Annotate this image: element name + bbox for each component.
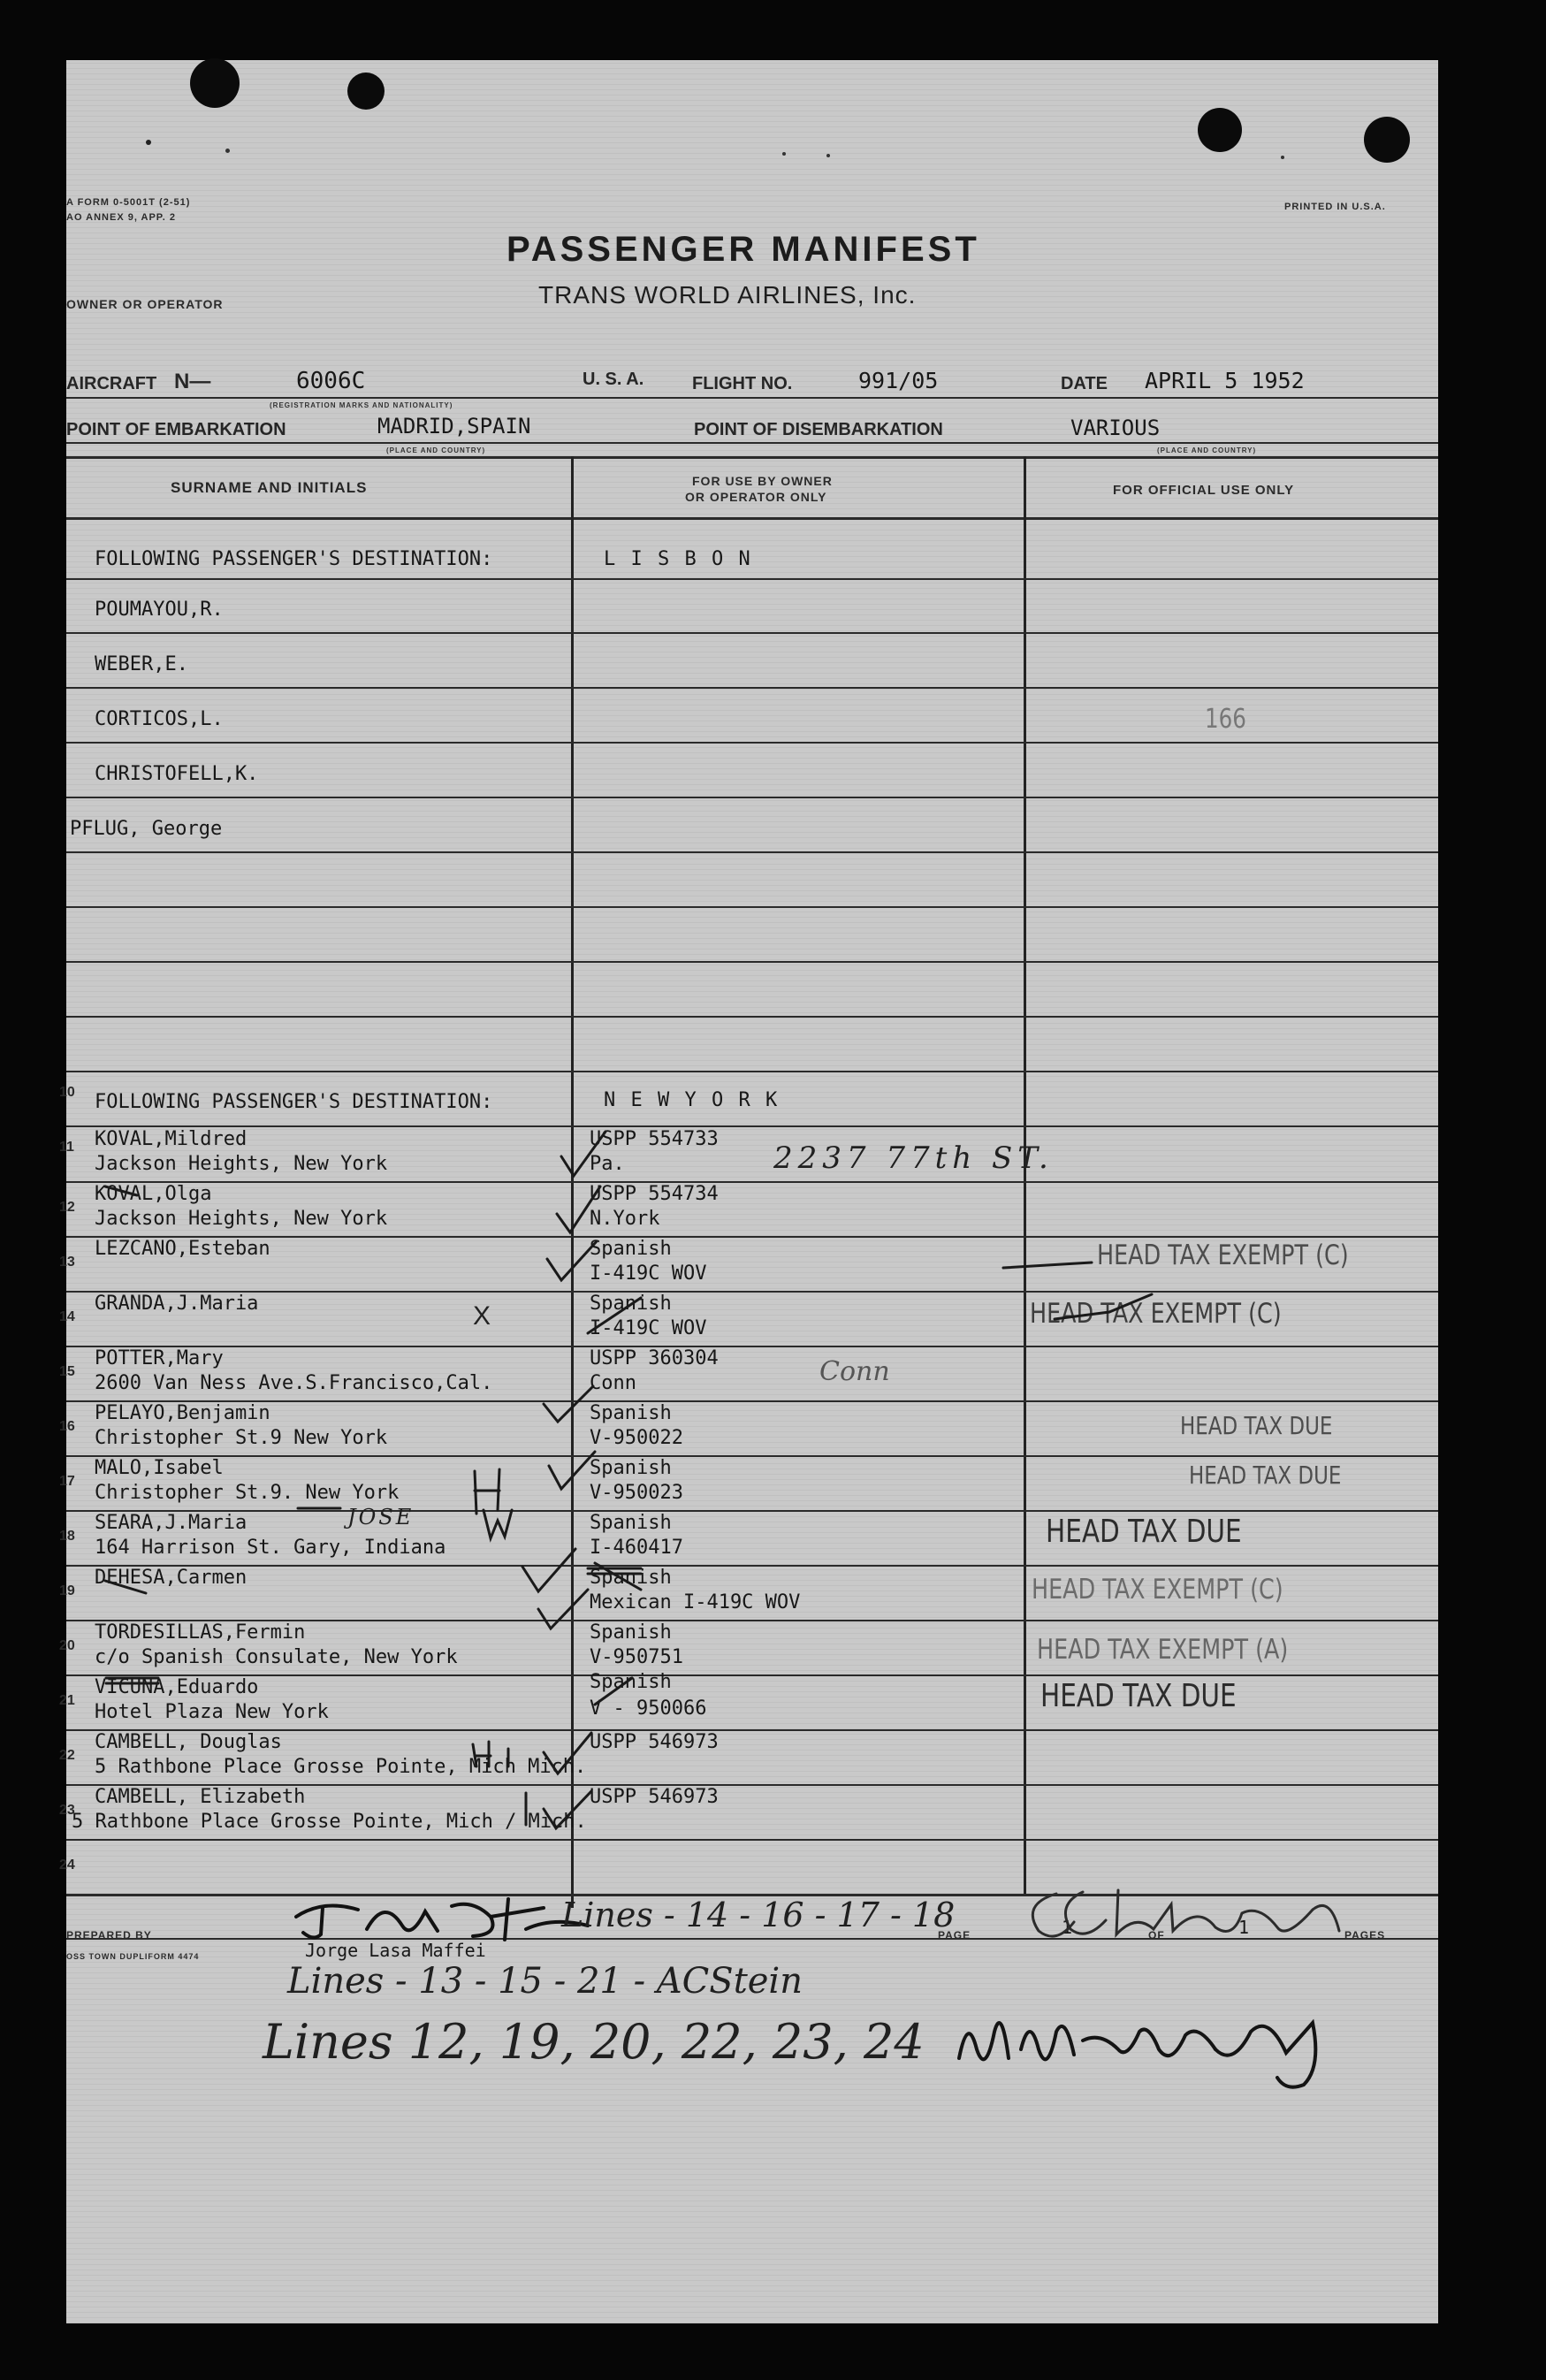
passenger-address: 164 Harrison St. Gary, Indiana	[95, 1537, 446, 1559]
passenger-name: KOVAL,Olga	[95, 1183, 212, 1205]
head-tax-stamp: HEAD TAX EXEMPT (C)	[1030, 1298, 1282, 1330]
document-issuer: V-950751	[590, 1646, 683, 1668]
col-header-official: FOR OFFICIAL USE ONLY	[1113, 483, 1295, 498]
head-tax-stamp: HEAD TAX DUE	[1040, 1678, 1237, 1714]
official-signature	[1021, 1878, 1357, 1949]
document-number: USPP 554733	[590, 1128, 719, 1150]
prepared-by-label: PREPARED BY	[66, 1929, 152, 1941]
flight-number: 991/05	[858, 368, 939, 393]
passenger-address: 5 Rathbone Place Grosse Pointe, Mich / Mich.	[72, 1811, 587, 1833]
document-number: USPP 546973	[590, 1731, 719, 1753]
passenger-name: CAMBELL, Douglas	[95, 1731, 282, 1753]
flight-date: APRIL 5 1952	[1145, 368, 1305, 393]
document-number: USPP 554734	[590, 1183, 719, 1205]
document-issuer: Mexican I-419C WOV	[590, 1591, 801, 1613]
row-number: 22	[59, 1748, 75, 1763]
embarkation-label: POINT OF EMBARKATION	[66, 420, 286, 439]
passenger-name: TORDESILLAS,Fermin	[95, 1621, 306, 1644]
passenger-name: CAMBELL, Elizabeth	[95, 1786, 306, 1808]
passenger-address: Christopher St.9 New York	[95, 1427, 388, 1449]
passenger-address: Hotel Plaza New York	[95, 1701, 329, 1723]
aircraft-prefix: N—	[174, 370, 211, 393]
handwritten-note: Conn	[819, 1356, 890, 1387]
document-number: Spanish	[590, 1293, 672, 1315]
document-number: Spanish	[590, 1567, 672, 1589]
row-number: 21	[59, 1693, 75, 1708]
document-issuer: I-419C WOV	[590, 1262, 707, 1285]
reviewer-signature	[950, 1996, 1357, 2094]
passenger-name: WEBER,E.	[95, 653, 188, 675]
passenger-address: Jackson Heights, New York	[95, 1208, 388, 1230]
preparer-name: Jorge Lasa Maffei	[305, 1940, 486, 1961]
head-tax-stamp: HEAD TAX EXEMPT (A)	[1037, 1634, 1289, 1666]
passenger-name: KOVAL,Mildred	[95, 1128, 248, 1150]
passenger-name: MALO,Isabel	[95, 1457, 224, 1479]
passenger-name: CHRISTOFELL,K.	[95, 763, 259, 785]
passenger-name: PELAYO,Benjamin	[95, 1402, 270, 1424]
row-number: 18	[59, 1529, 75, 1544]
preparer-signature	[287, 1890, 605, 1943]
official-note: 166	[1205, 704, 1246, 735]
document-title: PASSENGER MANIFEST	[506, 230, 980, 269]
document-number: Spanish	[590, 1238, 672, 1260]
form-source: OSS TOWN DUPLIFORM 4474	[66, 1952, 200, 1961]
document-issuer: Conn	[590, 1372, 636, 1394]
passenger-name: PFLUG, George	[70, 818, 223, 840]
document-number: USPP 546973	[590, 1786, 719, 1808]
row-number: 17	[59, 1474, 75, 1489]
row-number: 20	[59, 1638, 75, 1653]
page-label: PAGE	[938, 1929, 971, 1941]
document-number: Spanish	[590, 1512, 672, 1534]
handwritten-lines-inline: Lines - 14 - 16 - 17 - 18	[561, 1896, 956, 1934]
annex-ref: AO ANNEX 9, APP. 2	[66, 212, 176, 223]
destination-value: L I S B O N	[604, 548, 752, 570]
row-number: 23	[59, 1803, 75, 1818]
row-number: 12	[59, 1200, 75, 1215]
form-id: A FORM 0-5001T (2-51)	[66, 197, 191, 208]
registration-caption: (REGISTRATION MARKS AND NATIONALITY)	[270, 401, 453, 409]
document-number: Spanish	[590, 1402, 672, 1424]
passenger-address: 5 Rathbone Place Grosse Pointe, Mich Mich.	[95, 1756, 587, 1778]
head-tax-stamp: HEAD TAX DUE	[1046, 1514, 1242, 1550]
carrier-name: TRANS WORLD AIRLINES, Inc.	[538, 281, 917, 309]
row-number: 10	[59, 1085, 75, 1100]
row-number: 11	[59, 1140, 74, 1155]
col-header-surname: SURNAME AND INITIALS	[171, 479, 368, 496]
row-number: 24	[59, 1857, 75, 1873]
row-number: 14	[59, 1309, 75, 1324]
flight-label: FLIGHT NO.	[692, 374, 793, 393]
passenger-address: c/o Spanish Consulate, New York	[95, 1646, 458, 1668]
passenger-address: Jackson Heights, New York	[95, 1153, 388, 1175]
document-issuer: V-950023	[590, 1482, 683, 1504]
owner-label: OWNER OR OPERATOR	[66, 297, 224, 311]
page-number: 1	[1062, 1917, 1073, 1938]
row-number: 15	[59, 1364, 75, 1379]
aircraft-label: AIRCRAFT	[66, 374, 157, 393]
passenger-name: POUMAYOU,R.	[95, 599, 224, 621]
document-issuer: V - 950066	[590, 1697, 707, 1720]
passenger-name: GRANDA,J.Maria	[95, 1293, 259, 1315]
head-tax-stamp: HEAD TAX DUE	[1189, 1461, 1342, 1490]
destination-heading: FOLLOWING PASSENGER'S DESTINATION:	[95, 548, 493, 570]
aircraft-number: 6006C	[296, 368, 366, 394]
destination-value: N E W Y O R K	[604, 1089, 780, 1111]
date-label: DATE	[1061, 374, 1108, 393]
document-number: USPP 360304	[590, 1347, 719, 1369]
row-number: 19	[59, 1583, 75, 1598]
passenger-name: LEZCANO,Esteban	[95, 1238, 270, 1260]
head-tax-stamp: HEAD TAX EXEMPT (C)	[1097, 1240, 1349, 1271]
handwritten-note: 2237 77th ST.	[773, 1140, 1054, 1176]
document-issuer: I-419C WOV	[590, 1317, 707, 1339]
handwritten-name: JOSE	[347, 1505, 415, 1529]
destination-heading: FOLLOWING PASSENGER'S DESTINATION:	[95, 1091, 493, 1113]
document-number: Spanish	[590, 1621, 672, 1644]
of-label: OF	[1148, 1929, 1165, 1941]
passenger-name: DEHESA,Carmen	[95, 1567, 248, 1589]
handwritten-lines-1: Lines - 13 - 15 - 21 - ACStein	[287, 1961, 803, 2002]
row-number: 16	[59, 1419, 75, 1434]
embarkation-value: MADRID,SPAIN	[377, 414, 531, 439]
passenger-name: CORTICOS,L.	[95, 708, 224, 730]
manifest-sheet	[59, 60, 1438, 2323]
head-tax-stamp: HEAD TAX DUE	[1180, 1411, 1333, 1440]
passenger-address: 2600 Van Ness Ave.S.Francisco,Cal.	[95, 1372, 493, 1394]
col-header-owner-1: FOR USE BY OWNER	[692, 474, 833, 488]
document-issuer: N.York	[590, 1208, 660, 1230]
disembarkation-value: VARIOUS	[1070, 416, 1161, 440]
document-issuer: V-950022	[590, 1427, 683, 1449]
head-tax-stamp: HEAD TAX EXEMPT (C)	[1032, 1574, 1283, 1606]
passenger-name: VICUNA,Eduardo	[95, 1676, 259, 1698]
place-caption-2: (PLACE AND COUNTRY)	[1157, 446, 1257, 454]
handwritten-lines-2: Lines 12, 19, 20, 22, 23, 24	[263, 2014, 925, 2070]
pages-label: PAGES	[1344, 1929, 1386, 1941]
passenger-address: Christopher St.9. New York	[95, 1482, 400, 1504]
document-number: Spanish	[590, 1671, 672, 1693]
document-issuer: Pa.	[590, 1153, 625, 1175]
passenger-name: POTTER,Mary	[95, 1347, 224, 1369]
x-mark: X	[473, 1301, 491, 1331]
passenger-name: SEARA,J.Maria	[95, 1512, 248, 1534]
disembarkation-label: POINT OF DISEMBARKATION	[694, 420, 943, 439]
row-number: 13	[59, 1255, 75, 1270]
document-issuer: I-460417	[590, 1537, 683, 1559]
nationality: U. S. A.	[583, 370, 644, 389]
col-header-owner-2: OR OPERATOR ONLY	[685, 490, 827, 504]
place-caption: (PLACE AND COUNTRY)	[386, 446, 486, 454]
page-total: 1	[1238, 1917, 1250, 1938]
document-number: Spanish	[590, 1457, 672, 1479]
printed-in: PRINTED IN U.S.A.	[1284, 202, 1386, 212]
